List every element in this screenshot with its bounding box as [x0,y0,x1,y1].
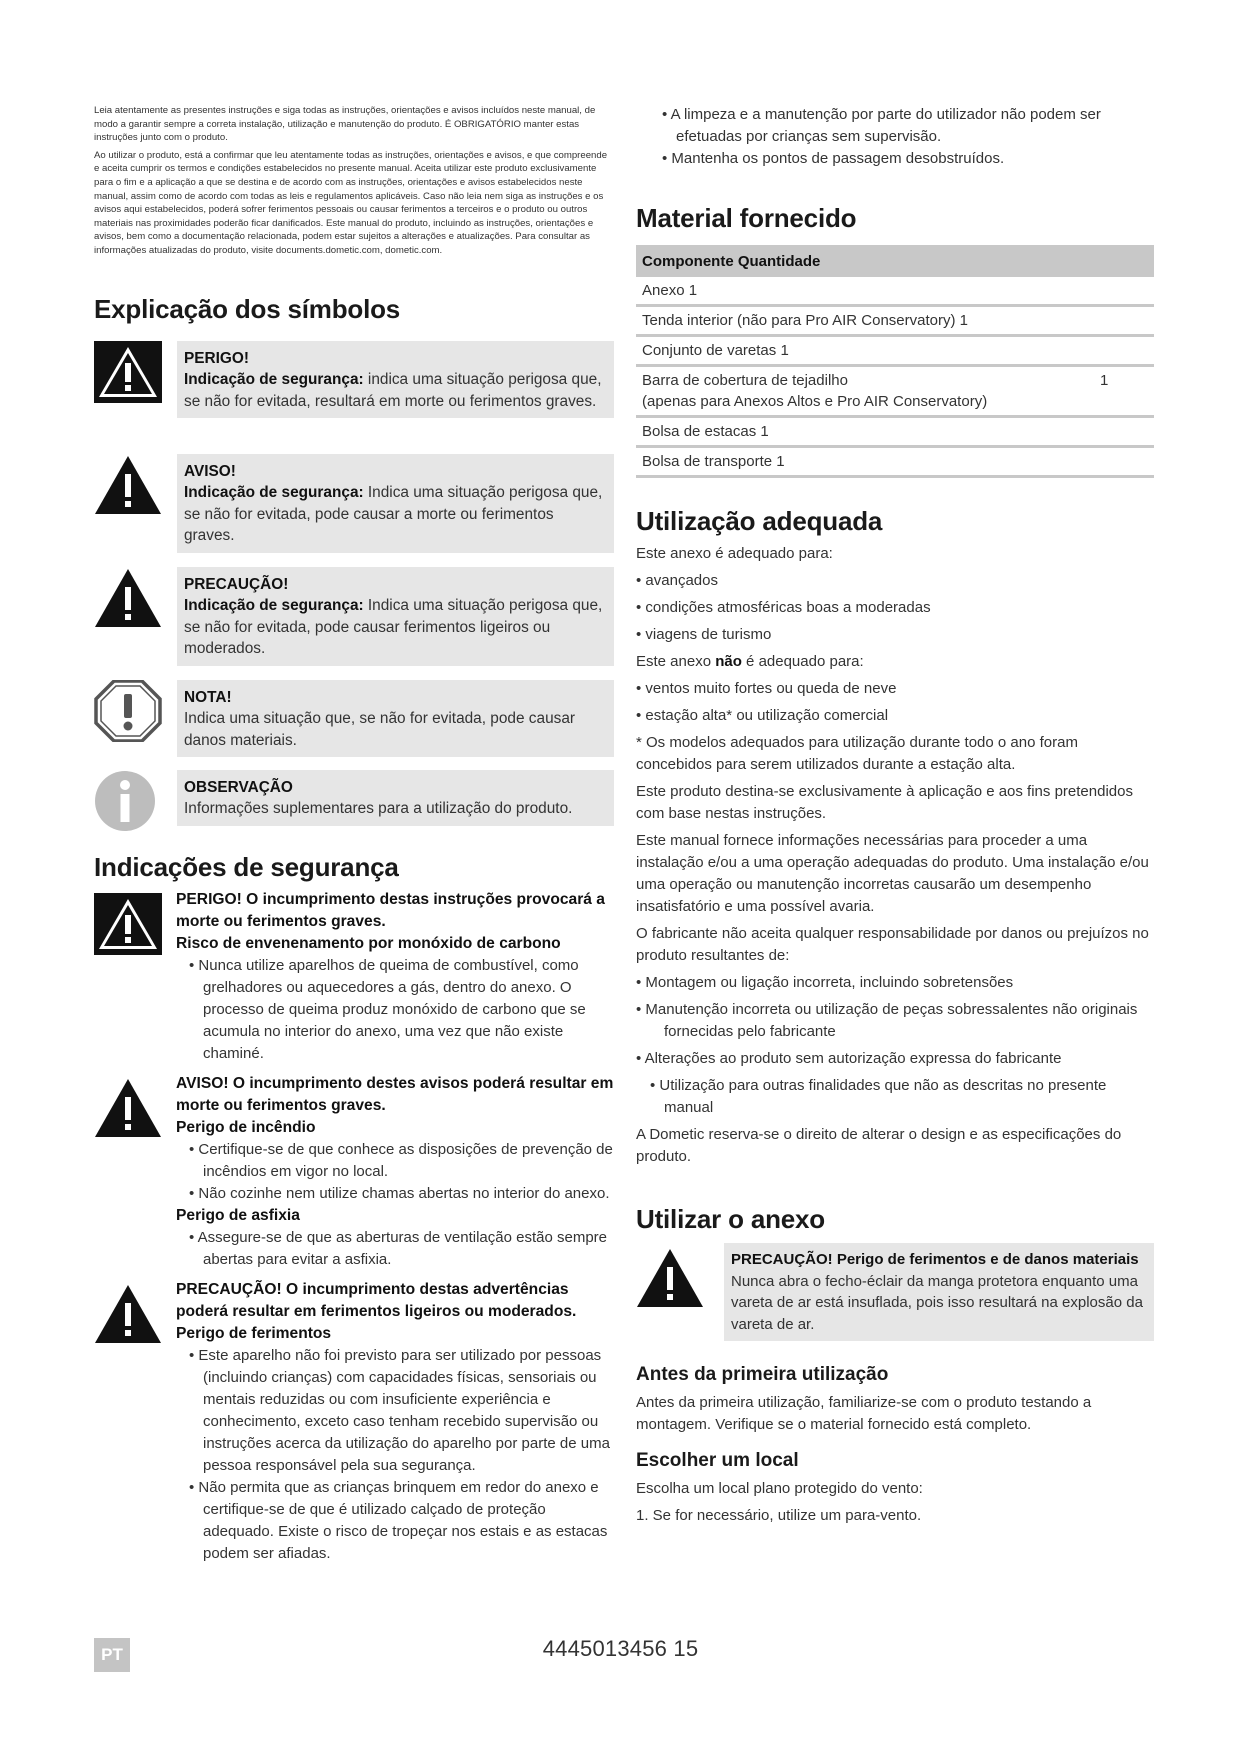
table-cell [636,277,1154,306]
row-name: Bolsa de transporte [642,453,773,470]
use-annex-caution-text: Nunca abra o fecho-éclair da manga protetora enquanto uma vareta de ar está insuflada, pois isso resultará na explosão da vareta de ar. [731,1272,1143,1333]
safety-fire-sub: Perigo de incêndio [176,1118,316,1136]
warning-icon [94,454,162,516]
safety-danger-head: PERIGO! O incumprimento destas instruções provocará a morte ou ferimentos graves. [176,890,605,930]
left-column [94,104,614,1565]
intro-paragraph-1: Leia atentamente as presentes instruções e siga todas as instruções, orientações e avisos incluídos neste manual, de modo a garantir sempre a correta instalação, utilização e manutenção do produto. É OBRIGATÓRIO manter estas instruções junto com o produto. [94,105,596,144]
row-qty: 1 [688,282,698,299]
caution-text: Indica uma situação perigosa que, se não for evitada, pode causar ferimentos ligeiros ou moderados. [184,597,603,658]
page-number: 4445013456 15 [542,1636,699,1661]
use-annex-caution-box [724,1243,1154,1341]
row-qty: 1 [959,312,968,329]
material-heading: Material fornecido [636,203,857,233]
safety-right-bullet-1: • A limpeza e a manutenção por parte do utilizador não podem ser efetuadas por crianças sem supervisão. [636,104,1154,148]
language-badge: PT [94,1638,130,1672]
caution-icon [636,1247,704,1309]
use-annex-heading: Utilizar o anexo [636,1204,825,1234]
location-text: Escolha um local plano protegido do vento: [636,1480,923,1497]
intro-paragraph-2: Ao utilizar o produto, está a confirmar que leu atentamente todas as instruções, orientações e avisos, e que compreende e aceita cumprir os termos e condições estabelecidos no presente manual. Aceita utilizar este produto exclusivamente para o fim e a aplicação a que se destina e de acordo com as instruções, orientações e avisos estabelecidos neste manual, assim como de acordo com todas as leis e regulamentos aplicáveis. Caso não leia nem siga as instruções e os avisos aqui estabelecidos, poderá sofrer ferimentos pessoais ou causar ferimentos a terceiros e o produto ou outros materiais nas proximidades poderão ficar danificados. Este manual do produto, incluindo as instruções, orientações e avisos, bem como a documentação relacionada, podem estar sujeitos a alterações e atualizações. Para consultar as informações atualizadas do produto, visite documents.dometic.com, dometic.com. [94,149,608,256]
symbol-info [94,770,614,848]
safety-warning-head: AVISO! O incumprimento destes avisos poderá resultar em morte ou ferimentos graves. [176,1074,614,1114]
safety-warning [94,1073,614,1271]
safety-danger-bullet: • Nunca utilize aparelhos de queima de combustível, como grelhadores ou aquecedores a gás, dentro do anexo. O processo de queima produz monóxido de carbono que se acumula no interior do anexo, uma vez que não existe chaminé. [176,955,614,1065]
safety-caution-bullet-2: • Não permita que as crianças brinquem em redor do anexo e certifique-se de que é utilizado calçado de proteção adequado. Existe o risco de tropeçar nos estais e as estacas podem ser afiadas. [176,1477,614,1565]
danger-text: indica uma situação perigosa que, se não for evitada, resultará em morte ou ferimentos graves. [184,371,602,410]
usage-suitable-item: • viagens de turismo [636,624,1154,646]
safety-warning-bullet-3: • Assegure-se de que as aberturas de ventilação estão sempre abertas para evitar a asfixia. [176,1227,614,1271]
row-name: Anexo [642,282,685,299]
safety-caution [94,1279,614,1565]
usage-suitable-item: • condições atmosféricas boas a moderadas [636,597,1154,619]
table-cell [636,366,1094,417]
row-name: Bolsa de estacas [642,423,757,440]
info-text: Informações suplementares para a utilização do produto. [184,800,573,818]
first-use-text: Antes da primeira utilização, familiarize-se com o produto testando a montagem. Verifique se o material fornecido está completo. [636,1394,1092,1433]
right-column [636,104,1154,1527]
use-annex-caution [636,1243,1154,1351]
warning-title: AVISO! [184,462,236,480]
danger-title: PERIGO! [184,349,249,367]
liability-item: • Utilização para outras finalidades que não as descritas no presente manual [636,1075,1154,1119]
symbol-notice [94,680,614,770]
info-box [177,770,614,826]
notice-icon [94,680,162,742]
use-annex-caution-title: PRECAUÇÃO! Perigo de ferimentos e de danos materiais [731,1251,1139,1268]
row-name: Tenda interior (não para Pro AIR Conservatory) [642,312,956,329]
danger-label: Indicação de segurança: [184,371,364,389]
symbol-danger [94,341,614,454]
caution-box [177,567,614,666]
symbol-warning [94,454,614,567]
safety-injury-sub: Perigo de ferimentos [176,1324,332,1342]
usage-not-intro [636,651,1154,673]
symbols-heading: Explicação dos símbolos [94,293,401,324]
warning-text: Indica uma situação perigosa que, se não for evitada, pode causar a morte ou ferimentos graves. [184,484,603,545]
material-table [636,245,1154,478]
caution-icon [94,1283,162,1345]
safety-caution-bullet-1: • Este aparelho não foi previsto para ser utilizado por pessoas (incluindo crianças) com capacidades físicas, sensoriais ou mentais reduzidas ou com insuficiente experiência e conhecimento, exceto caso tenham recebido supervisão ou instruções acerca da utilização do aparelho por parte de uma pessoa responsável pela sua segurança. [176,1345,614,1477]
row-qty: 1 [780,342,789,359]
liability-item: • Alterações ao produto sem autorização expressa do fabricante [636,1048,1154,1070]
usage-not-intro-post: é adequado para: [741,653,864,670]
caution-title: PRECAUÇÃO! [184,575,289,593]
table-cell [636,417,1154,447]
usage-paragraph-3: O fabricante não aceita qualquer responsabilidade por danos ou prejuízos no produto resultantes de: [636,925,1149,964]
warning-icon [94,1077,162,1139]
usage-not-intro-pre: Este anexo [636,653,716,670]
usage-heading: Utilização adequada [636,506,883,536]
liability-item: • Manutenção incorreta ou utilização de peças sobressalentes não originais fornecidas pelo fabricante [636,999,1154,1043]
col-quantity: Quantidade [737,252,821,270]
usage-paragraph-4: A Dometic reserva-se o direito de alterar o design e as especificações do produto. [636,1126,1122,1165]
safety-heading: Indicações de segurança [94,851,399,882]
table-header-row [636,245,1154,277]
danger-box [177,341,614,419]
symbol-caution [94,567,614,680]
usage-suitable-intro: Este anexo é adequado para: [636,545,833,562]
row-qty: 1 [1094,366,1154,417]
caution-label: Indicação de segurança: [184,597,364,615]
liability-item: • Montagem ou ligação incorreta, incluindo sobretensões [636,972,1154,994]
warning-label: Indicação de segurança: [184,484,364,502]
table-header [636,245,1154,277]
usage-not-item: • ventos muito fortes ou queda de neve [636,678,1154,700]
row-name-detail: (apenas para Anexos Altos e Pro AIR Conservatory) [642,393,988,410]
danger-icon [94,893,162,955]
safety-right-bullet-2: • Mantenha os pontos de passagem desobstruídos. [649,148,1154,170]
table-row [636,306,1154,336]
notice-text: Indica uma situação que, se não for evitada, pode causar danos materiais. [184,710,576,749]
warning-box [177,454,614,553]
safety-caution-head: PRECAUÇÃO! O incumprimento destas advertências poderá resultar em ferimentos ligeiros ou moderados. [176,1280,577,1320]
location-heading: Escolher um local [636,1450,799,1471]
table-cell [636,336,1154,366]
danger-icon [94,341,162,403]
notice-title: NOTA! [184,688,232,706]
table-row [636,336,1154,366]
safety-danger [94,889,614,1065]
table-row [636,417,1154,447]
safety-warning-bullet-2: • Não cozinhe nem utilize chamas abertas no interior do anexo. [176,1183,614,1205]
row-qty: 1 [760,423,769,440]
table-row [636,277,1154,306]
row-name: Barra de cobertura de tejadilho [642,372,848,389]
notice-box [177,680,614,758]
row-qty: 1 [776,453,785,470]
location-step-1: 1. Se for necessário, utilize um para-vento. [636,1507,922,1524]
usage-footnote: * Os modelos adequados para utilização durante todo o ano foram concebidos para serem utilizados durante a estação alta. [636,734,1078,773]
usage-not-item: • estação alta* ou utilização comercial [636,705,1154,727]
safety-asphyxia-sub: Perigo de asfixia [176,1206,300,1224]
usage-suitable-item: • avançados [636,570,1154,592]
row-name: Conjunto de varetas [642,342,777,359]
usage-not-bold: não [715,653,742,670]
first-use-heading: Antes da primeira utilização [636,1364,889,1385]
usage-paragraph-2: Este manual fornece informações necessárias para proceder a uma instalação e/ou a uma operação adequadas do produto. Uma instalação e/ou uma operação ou manutenção incorretas causarão um desempenho insatisfatório e uma possível avaria. [636,832,1149,915]
table-cell [636,447,1154,477]
table-cell [636,306,1154,336]
safety-danger-sub: Risco de envenenamento por monóxido de carbono [176,934,561,952]
table-row [636,366,1154,417]
caution-icon [94,567,162,629]
info-icon [94,770,162,832]
col-component: Componente [642,252,734,270]
table-row [636,447,1154,477]
safety-warning-bullet-1: • Certifique-se de que conhece as disposições de prevenção de incêndios em vigor no local. [176,1139,614,1183]
usage-paragraph-1: Este produto destina-se exclusivamente à aplicação e aos fins pretendidos com base nestas instruções. [636,783,1133,822]
info-title: OBSERVAÇÃO [184,778,293,796]
